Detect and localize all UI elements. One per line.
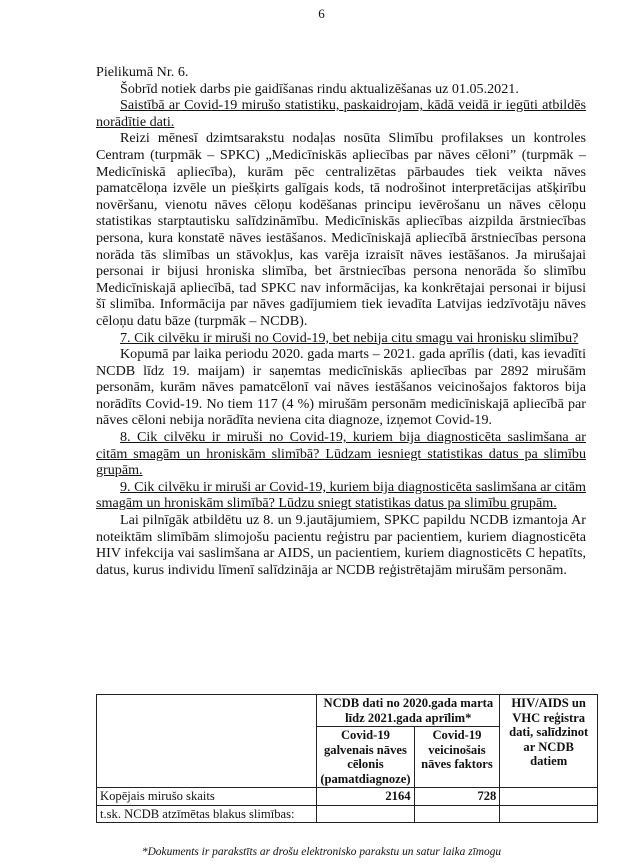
- ncdb-group-header: NCDB dati no 2020.gada marta līdz 2021.gada aprīlim*: [317, 695, 500, 727]
- signature-footnote: *Dokuments ir parakstīts ar drošu elektronisko parakstu un satur laika zīmogu: [141, 846, 502, 858]
- question-7: 7. Cik cilvēku ir miruši no Covid-19, bet nebija citu smagu vai hronisku slimību?: [120, 329, 579, 346]
- document-body: [96, 64, 586, 578]
- page-number: 6: [318, 6, 325, 21]
- main-cause-column-header: Covid-19 galvenais nāves cēlonis (pamatdiagnoze): [317, 727, 414, 788]
- row-label: Kopējais mirušo skaits: [97, 788, 317, 806]
- statistics-table: [96, 694, 598, 823]
- annex-line: Pielikumā Nr. 6.: [96, 64, 189, 80]
- answer-7: Kopumā par laika periodu 2020. gada marts – 2021. gada aprīlis (dati, kas ievadīti NCDB līdz 19. maijam) ir saņemtas medicīniskās apliecības par 2892 mirušām personām, kurām nāves pamatcēlonī vai nāves iestāšanos veicinošajos faktoros bija norādīts Covid-19. No tiem 117 (4 %) mirušām personām medicīniskajā apliecībā par nāves cēloni nebija norādīta neviena cita diagnoze, izņemot Covid-19.: [96, 346, 586, 429]
- contributing-factor-value: 728: [414, 788, 500, 806]
- table-header-row: [97, 695, 598, 727]
- question-9: 9. Cik cilvēku ir miruši ar Covid-19, kuriem bija diagnosticēta saslimšana ar citām smagām un hroniskām slimībā? Lūdzu sniegt statistikas datus pa slimību grupām.: [96, 478, 586, 512]
- registry-column-header: HIV/AIDS un VHC reģistra dati, salīdzinot ar NCDB datiem: [500, 695, 598, 788]
- contributing-factor-value: [414, 805, 500, 823]
- registry-value: [500, 788, 598, 806]
- blank-header-cell: [97, 695, 317, 788]
- main-cause-value: [317, 805, 414, 823]
- registry-value: [500, 805, 598, 823]
- answer-8-9: Lai pilnīgāk atbildētu uz 8. un 9.jautājumiem, SPKC papildu NCDB izmantoja Ar noteiktām slimībām slimojošu pacientu reģistru par pacientiem, kuriem diagnosticēta HIV infekcija vai saslimšana ar AIDS, un pacientiem, kuriem diagnosticēts C hepatīts, datus, kurus individu līmenī salīdzināja ar NCDB reģistrētajām mirušām personām.: [96, 512, 586, 578]
- question-8: 8. Cik cilvēku ir miruši no Covid-19, kuriem bija diagnosticēta saslimšana ar citām smagām un hroniskām slimībā? Lūdzam iesniegt statistikas datus pa slimību grupām.: [96, 429, 586, 479]
- contributing-factor-column-header: Covid-19 veicinošais nāves faktors: [414, 727, 500, 788]
- table-row: [97, 805, 598, 823]
- main-cause-value: 2164: [317, 788, 414, 806]
- methodology-paragraph: Reizi mēnesī dzimtsarakstu nodaļas nosūta Slimību profilakses un kontroles Centram (turpmāk – SPKC) „Medicīniskās apliecības par nāves cēloni” (turpmāk – Medicīniskā apliecība), kurām pēc centralizētas pārbaudes tiek veikta nāves pamatcēloņa izvēle un piešķirts galīgais kods, tā nodrošinot interpretācijas atšķirību novēršanu, vienotu nāves cēloņu kodēšanas principu ievērošanu un nāves cēloņu statistikas starptautisku salīdzināmību. Medicīniskās apliecības aizpilda ārstniecības persona, kura konstatē nāves iestāšanos. Medicīniskajā apliecībā ārstniecības persona norāda tās slimības un stāvokļus, kas varēja izraisīt nāves iestāšanos. Ja mirušajai personai ir bijusi hroniska slimība, bet ārstniecības persona nenorāda šo slimību Medicīniskajā apliecībā, tad SPKC nav informācijas, ka konkrētajai personai ir bijusi šī slimība. Informācija par nāves gadījumiem tiek ievadīta Latvijas iedzīvotāju nāves cēloņu datu bāze (turpmāk – NCDB).: [96, 130, 586, 329]
- queue-update-line: Šobrīd notiek darbs pie gaidīšanas rindu aktualizēšanas uz 01.05.2021.: [120, 80, 519, 97]
- statistics-intro: Saistībā ar Covid-19 mirušo statistiku, paskaidrojam, kādā veidā ir iegūti atbildēs norādītie dati.: [96, 97, 586, 130]
- row-label: t.sk. NCDB atzīmētas blakus slimības:: [97, 805, 317, 823]
- table-row: [97, 788, 598, 806]
